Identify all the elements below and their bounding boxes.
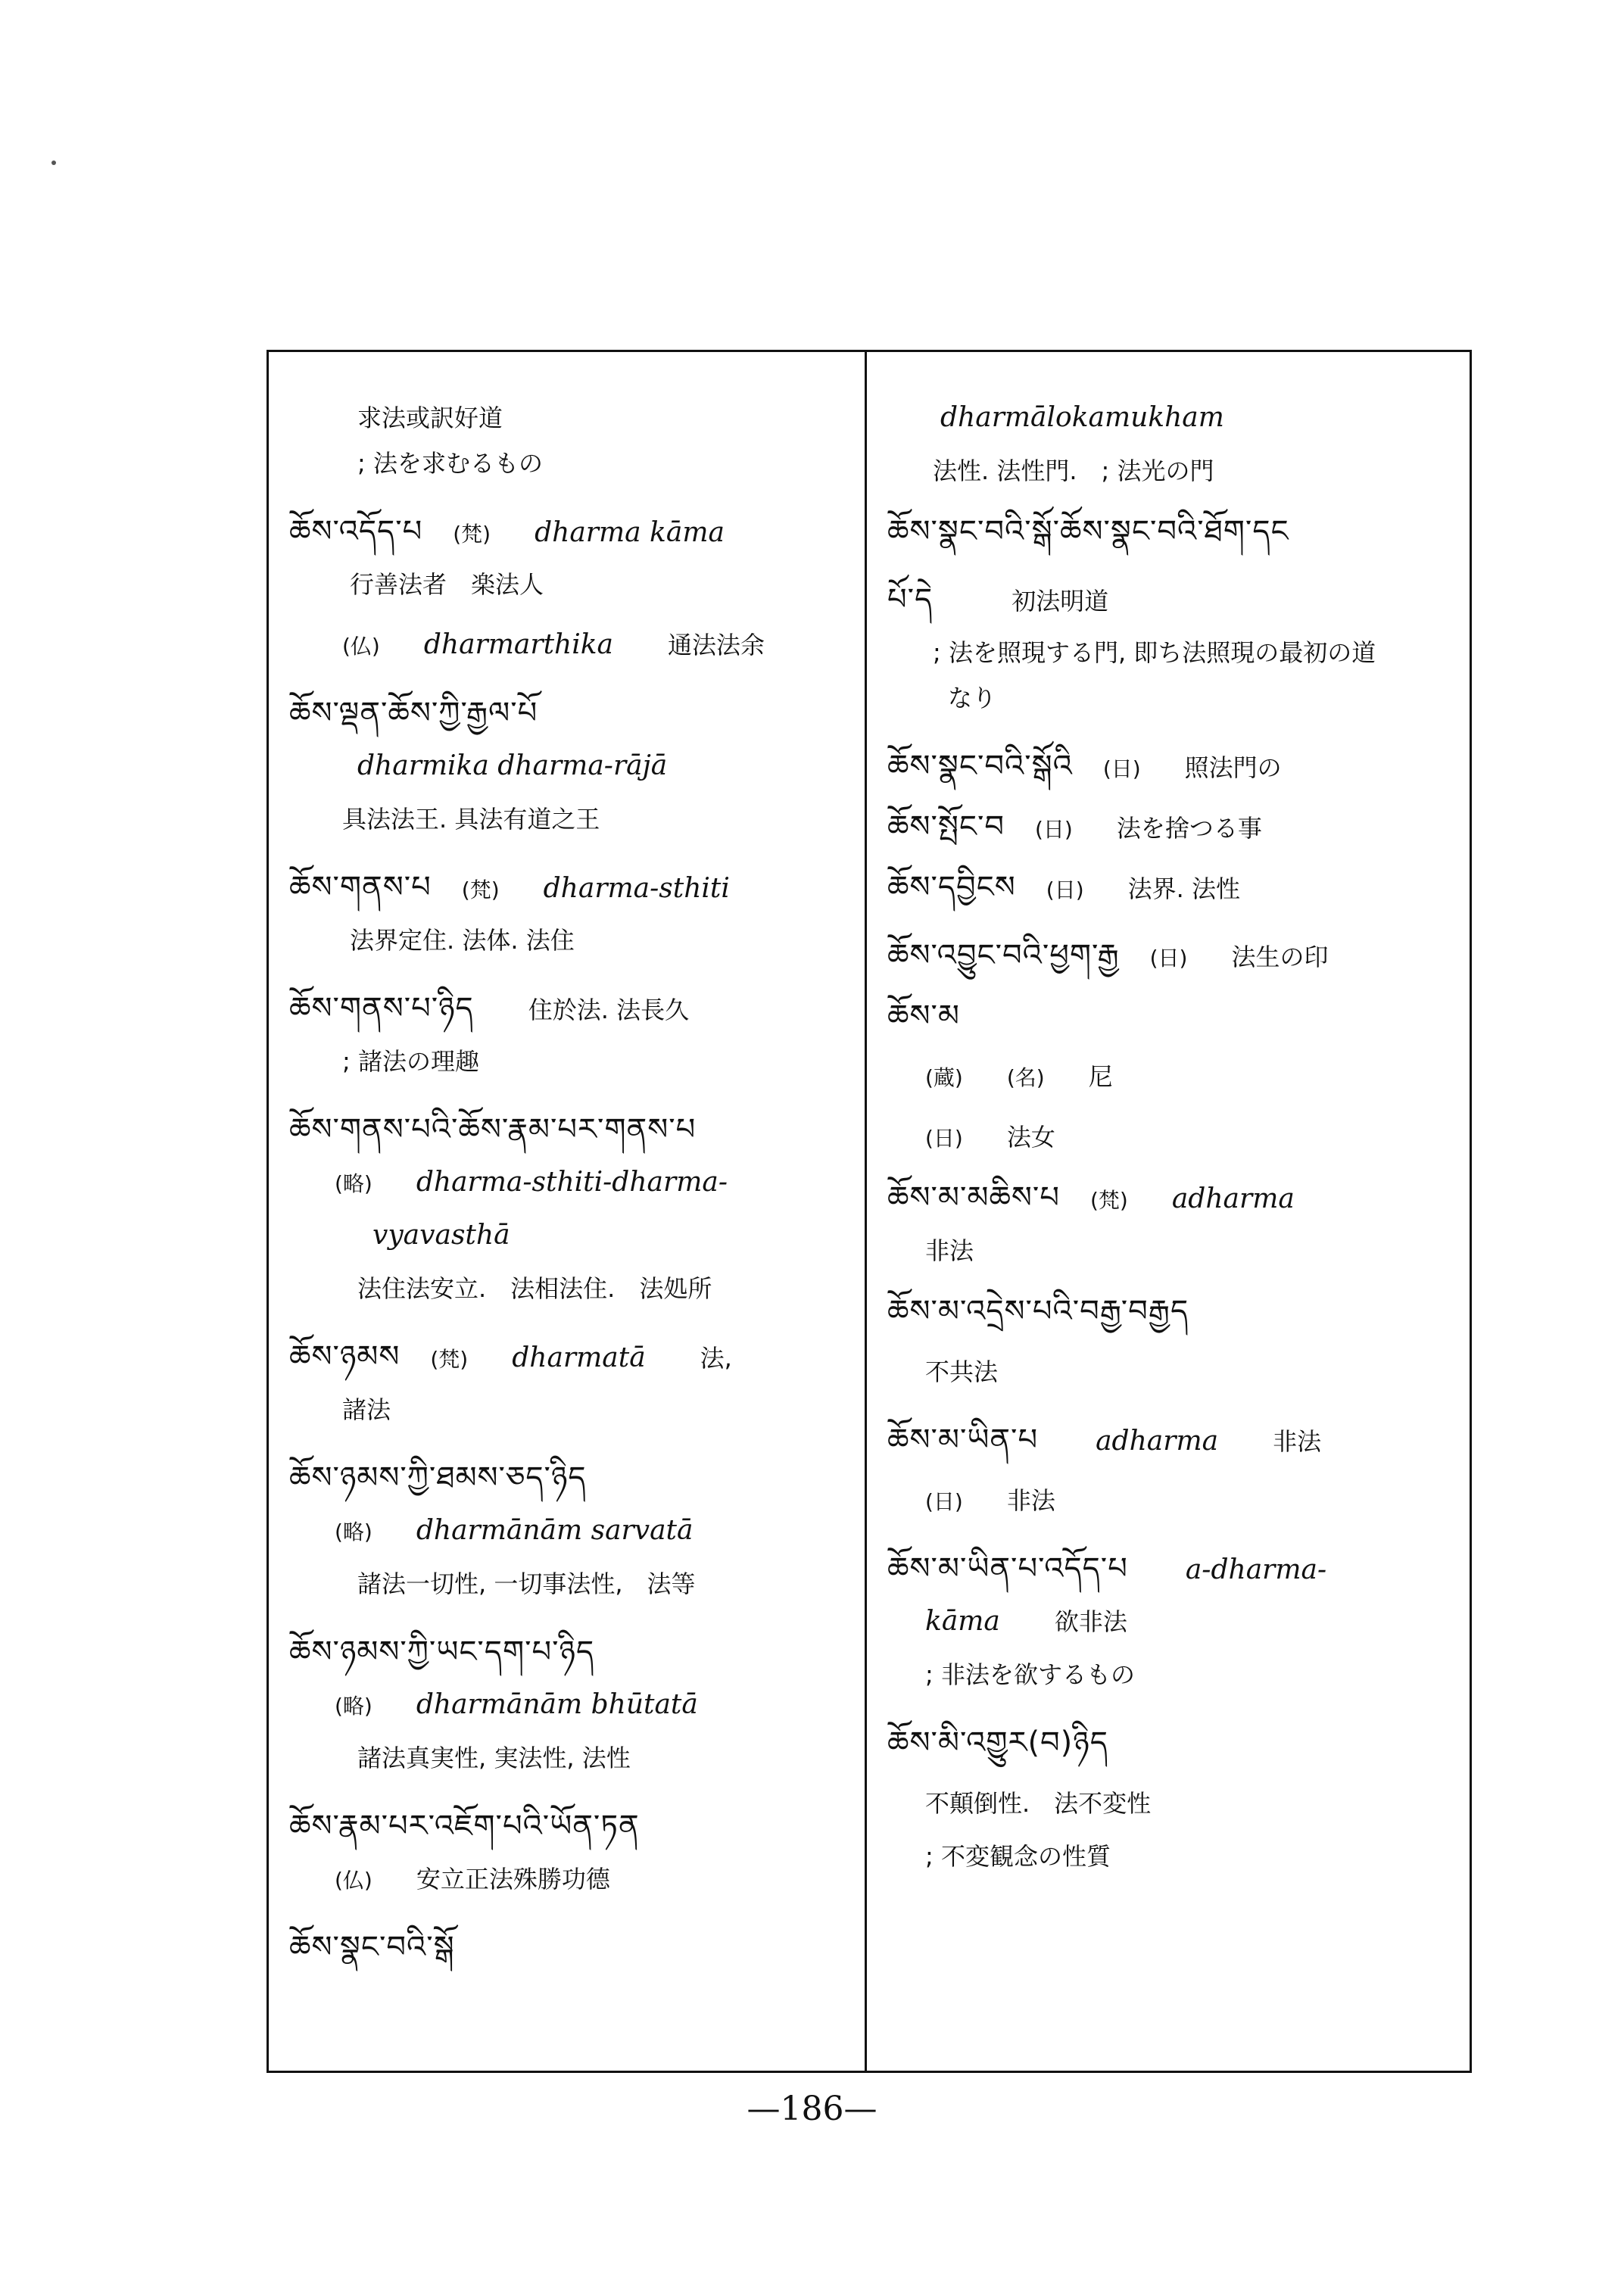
tibetan-term: ཆོས་མ་ཡིན་པ་འདོད་པ <box>887 1551 1128 1586</box>
right-entry-line <box>925 1660 1135 1690</box>
scan-speck <box>51 161 56 165</box>
right-entry-line <box>887 1551 1327 1586</box>
tibetan-term: ཆོས་སྣང་བའི་སྒོ་ཆོས་སྣང་བའི་ཐོག་དང <box>887 514 1289 549</box>
left-entry-line <box>289 993 689 1025</box>
right-entry-line <box>887 1425 1321 1457</box>
source-tag: (仏) <box>342 634 380 659</box>
japanese-gloss: 求法或訳好道 <box>357 404 503 432</box>
japanese-gloss: 非法 <box>1248 1427 1322 1456</box>
sanskrit-term: vyavasthā <box>372 1220 510 1251</box>
source-tag: (名) <box>1006 1065 1045 1090</box>
japanese-gloss: 諸法真実性, 実法性, 法性 <box>357 1744 631 1772</box>
japanese-gloss: ; 諸法の理趣 <box>342 1047 479 1076</box>
right-entry-line <box>925 1236 974 1266</box>
japanese-gloss: 不共法 <box>925 1357 999 1386</box>
right-entry-line <box>933 456 1214 486</box>
left-entry-line <box>335 1690 698 1722</box>
right-entry-line <box>887 940 1328 974</box>
japanese-gloss: 諸法 <box>342 1395 391 1424</box>
source-tag: (梵) <box>461 877 500 902</box>
tibetan-term: ཆོས་ཉམས་ཀྱི་ཐམས་ཅད་ཉིད <box>289 1460 587 1495</box>
japanese-gloss: 法住法安立. 法相法住. 法処所 <box>357 1274 712 1303</box>
japanese-gloss: 欲非法 <box>1030 1607 1127 1636</box>
column-divider <box>865 350 867 2073</box>
source-tag: (略) <box>335 1694 372 1719</box>
tibetan-term: ཆོས་མ་མཆིས་པ <box>887 1180 1060 1215</box>
right-entry-line <box>933 637 1376 668</box>
left-entry-line <box>289 1339 732 1375</box>
japanese-gloss: 法界定住. 法体. 法住 <box>350 926 575 955</box>
left-entry-line <box>335 1864 610 1896</box>
right-entry-line <box>887 1725 1108 1760</box>
source-tag: (梵) <box>430 1347 469 1372</box>
left-entry-line <box>350 569 544 600</box>
source-tag: (仏) <box>335 1868 372 1893</box>
left-entry-line <box>357 1743 631 1773</box>
left-entry-line <box>342 804 600 834</box>
left-entry-line <box>289 1460 587 1495</box>
tibetan-term: ཆོས་འབྱུང་བའི་ཕྱག་རྒྱ <box>887 938 1120 973</box>
source-tag: (梵) <box>1089 1188 1128 1213</box>
right-entry-line <box>925 1841 1111 1872</box>
japanese-gloss: 住於法. 法長久 <box>503 996 690 1024</box>
sanskrit-term: dharma kāma <box>535 517 725 548</box>
sanskrit-term: a-dharma- <box>1158 1554 1327 1585</box>
left-entry-line <box>357 403 503 433</box>
tibetan-term: ཆོས་མ་ཡིན་པ <box>887 1423 1039 1457</box>
japanese-gloss: ; 法を照現する門, 即ち法照現の最初の道 <box>933 638 1376 667</box>
right-entry-line <box>887 1001 960 1033</box>
right-entry-line <box>948 683 996 713</box>
japanese-gloss: 法性. 法性門. ; 法光の門 <box>933 457 1214 485</box>
japanese-gloss: なり <box>948 684 997 712</box>
japanese-gloss: 法生の印 <box>1231 943 1329 971</box>
left-entry-line <box>289 516 725 550</box>
right-entry-line <box>925 1788 1151 1819</box>
right-entry-line <box>925 1485 1055 1517</box>
source-tag: (日) <box>925 1489 963 1514</box>
source-tag: (略) <box>335 1519 372 1544</box>
source-tag: (日) <box>925 1126 963 1151</box>
japanese-gloss: 通法法余 <box>644 631 765 659</box>
right-entry-line <box>887 1296 1189 1328</box>
source-tag: (日) <box>1149 946 1188 971</box>
tibetan-term: ཆོས་སྣང་བའི་སྒོ <box>289 1930 455 1965</box>
japanese-gloss: 諸法一切性, 一切事法性, 法等 <box>357 1569 696 1598</box>
japanese-gloss: 不顛倒性. 法不変性 <box>925 1789 1152 1818</box>
japanese-gloss: ; 不変観念の性質 <box>925 1842 1111 1871</box>
tibetan-term: ཆོས་ཉམས་ཀྱི་ཡང་དག་པ་ཉིད <box>289 1635 595 1669</box>
japanese-gloss: 尼 <box>1088 1062 1113 1091</box>
japanese-gloss: 非法 <box>925 1236 974 1265</box>
left-entry-line <box>289 1811 640 1843</box>
left-entry-line <box>342 630 765 662</box>
left-entry-line <box>357 751 667 781</box>
page-number: —186— <box>747 2090 877 2128</box>
sanskrit-term: dharmika dharma-rājā <box>357 750 668 781</box>
tibetan-term: ཆོས་དབྱིངས <box>887 870 1016 905</box>
tibetan-term: ཆོས་མ་འདྲེས་པའི་བརྒྱ་བརྒྱད <box>887 1294 1189 1329</box>
right-entry-line <box>925 1357 998 1387</box>
tibetan-term: ཆོས་ལྡན་ཆོས་ཀྱི་རྒྱལ་པོ <box>289 696 538 731</box>
japanese-gloss: 法を捨つる事 <box>1116 814 1262 843</box>
tibetan-term: ཆོས་མ <box>887 999 960 1033</box>
japanese-gloss: 照法門の <box>1184 753 1282 782</box>
source-tag: (梵) <box>453 522 491 547</box>
left-entry-line <box>289 1637 594 1669</box>
japanese-gloss: 非法 <box>1006 1486 1055 1515</box>
right-entry-line <box>925 1122 1055 1154</box>
right-entry-line <box>925 1607 1127 1637</box>
left-entry-line <box>289 1114 696 1146</box>
source-tag: (日) <box>1035 817 1073 842</box>
tibetan-term: ཆོས་རྣམ་པར་འཇོག་པའི་ཡོན་ཏན <box>289 1809 640 1844</box>
sanskrit-term: kāma <box>925 1606 1000 1637</box>
japanese-gloss: 法, <box>675 1344 732 1373</box>
right-entry-line <box>887 809 1262 845</box>
tibetan-term: ཆོས་འདོད་པ <box>289 514 423 549</box>
left-entry-line <box>342 1395 391 1425</box>
tibetan-term: ཆོས་ཉམས <box>289 1339 401 1374</box>
tibetan-term: ཆོས་གནས་པ <box>289 870 432 905</box>
japanese-gloss: 初法明道 <box>963 587 1109 616</box>
left-entry-line <box>335 1167 728 1199</box>
sanskrit-term: dharmānām sarvatā <box>416 1515 694 1546</box>
right-entry-line <box>887 516 1289 548</box>
left-entry-line <box>357 448 543 478</box>
japanese-gloss: 安立正法殊勝功德 <box>416 1865 610 1893</box>
sanskrit-term: adharma <box>1171 1183 1295 1214</box>
japanese-gloss: ; 法を求むるもの <box>357 449 543 478</box>
right-entry-line <box>940 403 1224 433</box>
right-entry-line <box>887 751 1282 784</box>
tibetan-term: ཆོས་གནས་པའི་ཆོས་རྣམ་པར་གནས་པ <box>289 1112 697 1147</box>
japanese-gloss: ; 非法を欲するもの <box>925 1660 1135 1689</box>
sanskrit-term: dharma-sthiti <box>543 873 730 904</box>
japanese-gloss: 具法法王. 具法有道之王 <box>342 805 600 834</box>
left-entry-line <box>342 1046 479 1077</box>
right-entry-line <box>887 584 1108 616</box>
sanskrit-term: dharma-sthiti-dharma- <box>416 1167 728 1198</box>
left-entry-line <box>289 1932 455 1964</box>
source-tag: (略) <box>335 1171 372 1196</box>
sanskrit-term: dharmatā <box>512 1342 646 1373</box>
source-tag: (蔵) <box>925 1065 963 1090</box>
right-entry-line <box>887 872 1240 905</box>
sanskrit-term: adharma <box>1068 1426 1219 1457</box>
japanese-gloss: 法女 <box>1006 1123 1055 1152</box>
tibetan-term: པོ་དེ <box>887 582 934 617</box>
tibetan-term: ཆོས་སྣང་བའི་སྒོའི <box>887 749 1073 784</box>
left-entry-line <box>289 698 538 730</box>
left-entry-line <box>372 1220 510 1251</box>
left-entry-line <box>357 1273 712 1304</box>
left-entry-line <box>350 925 575 955</box>
source-tag: (日) <box>1046 877 1084 902</box>
japanese-gloss: 行善法者 楽法人 <box>350 570 544 599</box>
left-entry-line <box>289 872 730 905</box>
tibetan-term: ཆོས་སྤོང་བ <box>887 809 1005 844</box>
source-tag: (日) <box>1102 756 1141 781</box>
left-entry-line <box>357 1569 696 1599</box>
sanskrit-term: dharmānām bhūtatā <box>416 1689 698 1720</box>
left-entry-line <box>335 1516 693 1548</box>
sanskrit-term: dharmarthika <box>423 629 614 660</box>
right-entry-line <box>887 1180 1295 1216</box>
tibetan-term: ཆོས་མི་འགྱུར(བ)ཉིད <box>887 1725 1108 1760</box>
right-entry-line <box>925 1061 1113 1093</box>
sanskrit-term: dharmālokamukham <box>940 402 1224 433</box>
japanese-gloss: 法界. 法性 <box>1127 874 1240 903</box>
tibetan-term: ཆོས་གནས་པ་ཉིད <box>289 991 474 1026</box>
